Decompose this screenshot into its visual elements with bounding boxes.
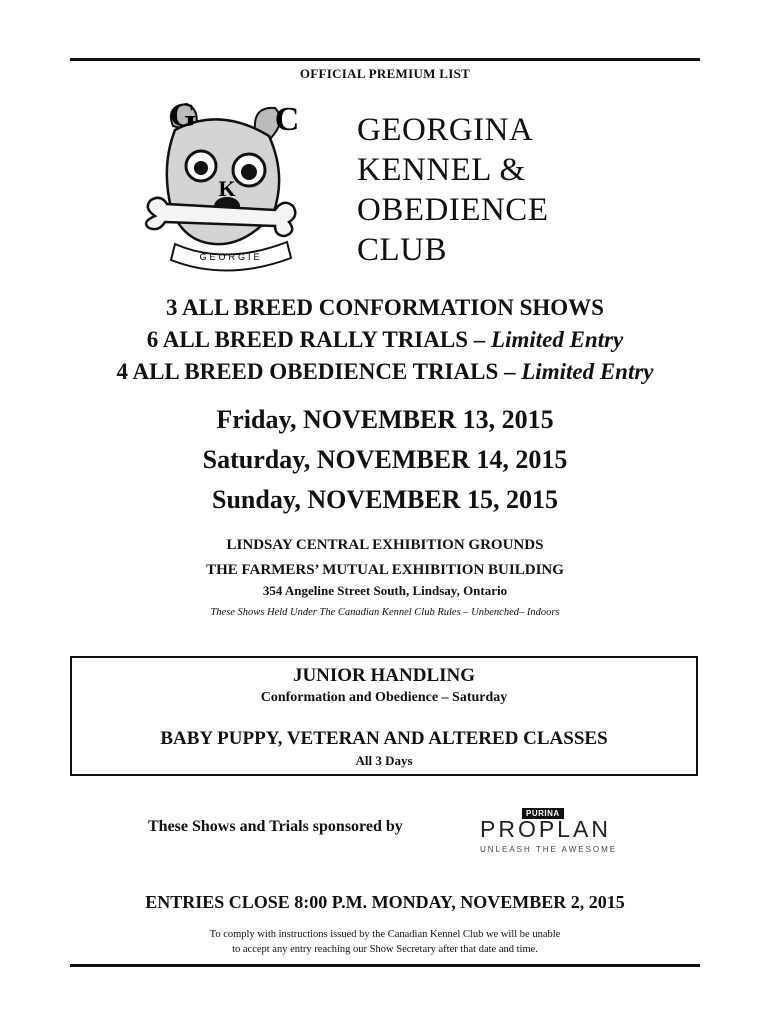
special-classes-detail: All 3 Days [355,753,413,768]
show-date: Sunday, NOVEMBER 15, 2015 [211,485,559,514]
logo-letter-g: G [169,97,197,134]
special-classes-title: BABY PUPPY, VETERAN AND ALTERED CLASSES [160,728,608,749]
top-rule [70,58,700,61]
entries-close: ENTRIES CLOSE 8:00 P.M. MONDAY, NOVEMBER 2, 2015 [145,892,625,912]
rules-note: These Shows Held Under The Canadian Kennel Club Rules – Unbenched– Indoors [210,607,560,618]
logo-letter-k: K [218,176,236,201]
club-logo [135,96,305,276]
club-name-line: OBEDIENCE [357,192,549,228]
show-dates [0,400,770,520]
event-list [0,292,770,388]
event-line [0,292,770,324]
comply-note-line: to accept any entry reaching our Show Secretary after that date and time. [232,944,538,955]
comply-note-line: To comply with instructions issued by the Canadian Kennel Club we will be unable [209,929,561,940]
proplan-tagline: UNLEASH THE AWESOME [480,845,618,854]
club-name [357,110,548,270]
logo-collar-text: GEORGIE [199,252,263,262]
event-note: Limited Entry [491,327,624,352]
logo-letter-c: C [274,101,300,138]
venue-address: 354 Angeline Street South, Lindsay, Ontario [262,583,508,598]
event-line [0,324,770,356]
show-date: Saturday, NOVEMBER 14, 2015 [202,445,568,474]
junior-handling-title: JUNIOR HANDLING [292,665,476,686]
venue-grounds: LINDSAY CENTRAL EXHIBITION GROUNDS [226,537,544,553]
club-name-line: GEORGINA [357,112,534,148]
premium-list-label: OFFICIAL PREMIUM LIST [299,66,471,81]
event-line [0,356,770,388]
venue-building: THE FARMERS’ MUTUAL EXHIBITION BUILDING [206,562,564,578]
event-note: Limited Entry [521,359,654,384]
event-main: 4 ALL BREED OBEDIENCE TRIALS – [116,359,522,384]
classes-box [70,656,698,776]
purina-logo: PURINA [522,808,564,819]
show-date: Friday, NOVEMBER 13, 2015 [216,405,554,434]
proplan-logo: PROPLAN [480,816,611,842]
bottom-rule [70,964,700,967]
event-main: 3 ALL BREED CONFORMATION SHOWS [166,295,604,320]
junior-handling-detail: Conformation and Obedience – Saturday [260,690,508,705]
sponsor-text: These Shows and Trials sponsored by [148,818,403,835]
event-main: 6 ALL BREED RALLY TRIALS – [146,327,492,352]
club-name-line: CLUB [357,232,448,268]
club-name-line: KENNEL & [357,152,526,188]
